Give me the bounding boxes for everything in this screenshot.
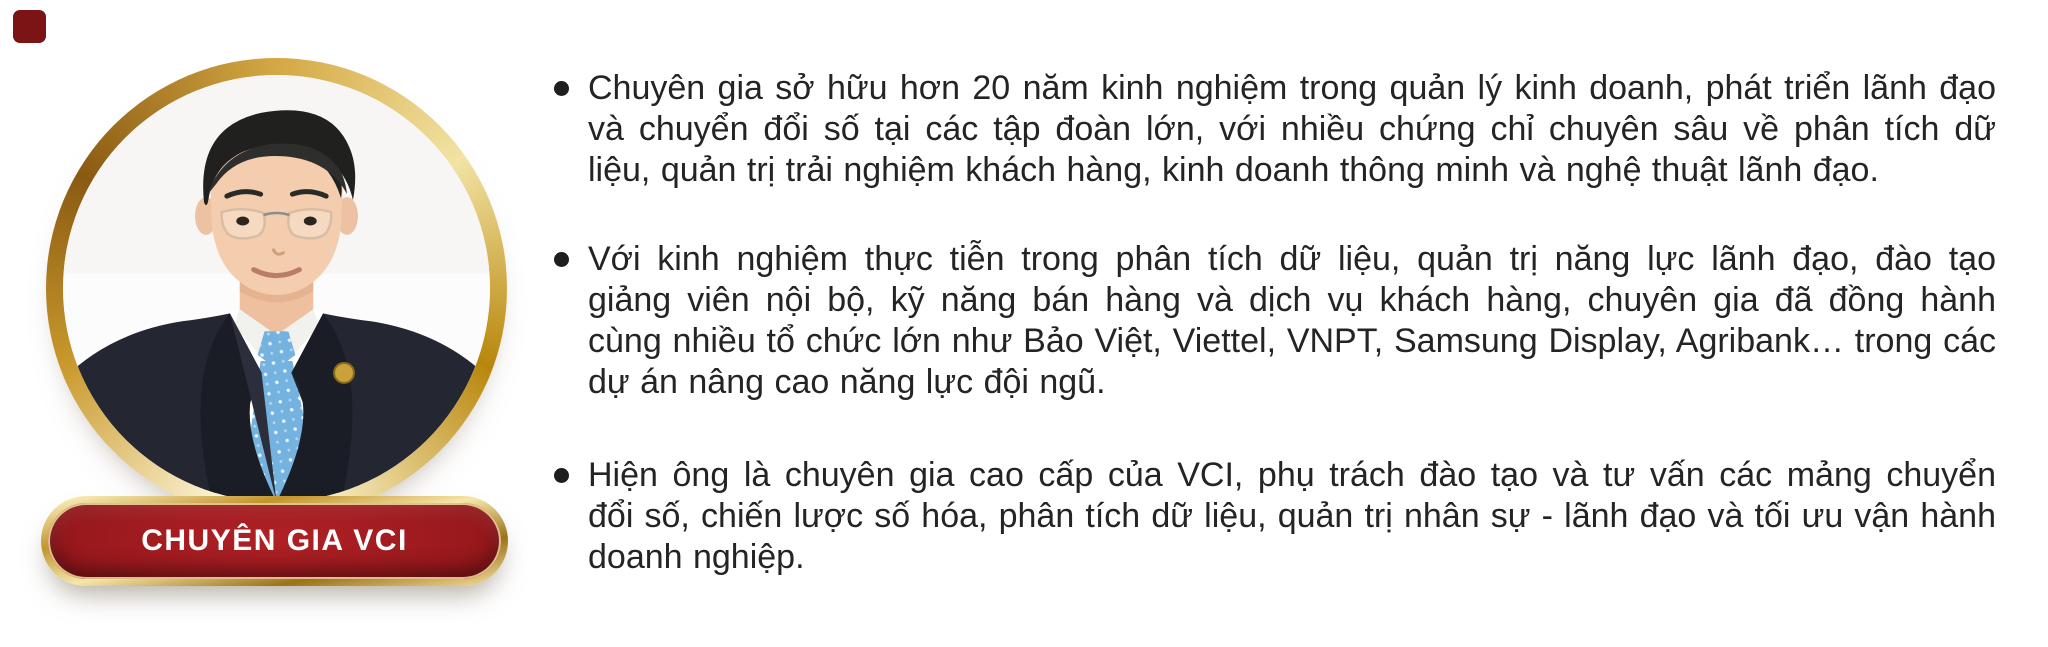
expert-portrait-photo xyxy=(63,75,490,502)
bio-bullet-1 xyxy=(588,68,1996,191)
portrait-illustration xyxy=(63,75,490,502)
bio-line: giảng viên nội bộ, kỹ năng bán hàng và dịch vụ khách hàng, chuyên gia đã đồng hành xyxy=(588,281,1996,319)
corner-mark xyxy=(13,10,46,43)
bio-line: cùng nhiều tổ chức lớn như Bảo Việt, Viettel, VNPT, Samsung Display, Agribank… trong các xyxy=(588,322,1996,360)
bio-line: Hiện ông là chuyên gia cao cấp của VCI, phụ trách đào tạo và tư vấn các mảng chuyển xyxy=(588,456,1996,494)
bio-list xyxy=(588,68,1996,578)
photo-gold-ring xyxy=(46,58,507,519)
bio-line: Với kinh nghiệm thực tiễn trong phân tích dữ liệu, quản trị năng lực lãnh đạo, đào tạo xyxy=(588,240,1996,278)
bullet-dot-icon xyxy=(554,81,569,96)
bio-line: dự án nâng cao năng lực đội ngũ. xyxy=(588,363,1106,401)
bio-line: Chuyên gia sở hữu hơn 20 năm kinh nghiệm trong quản lý kinh doanh, phát triển lãnh đạo xyxy=(588,69,1996,107)
bio-line: doanh nghiệp. xyxy=(588,538,805,576)
bullet-dot-icon xyxy=(554,468,569,483)
bio-line: và chuyển đổi số tại các tập đoàn lớn, với nhiều chứng chỉ chuyên sâu về phân tích dữ xyxy=(588,110,1996,148)
bio-bullet-3 xyxy=(588,455,1996,578)
bio-bullet-2 xyxy=(588,239,1996,403)
bio-line: đổi số, chiến lược số hóa, phân tích dữ liệu, quản trị nhân sự - lãnh đạo và tối ưu vận hành xyxy=(588,497,1996,535)
expert-badge xyxy=(41,496,508,586)
expert-badge-inner xyxy=(48,503,501,579)
bio-line: liệu, quản trị trải nghiệm khách hàng, kinh doanh thông minh và nghệ thuật lãnh đạo. xyxy=(588,151,1879,189)
bullet-dot-icon xyxy=(554,252,569,267)
expert-badge-label: CHUYÊN GIA VCI xyxy=(141,524,408,557)
